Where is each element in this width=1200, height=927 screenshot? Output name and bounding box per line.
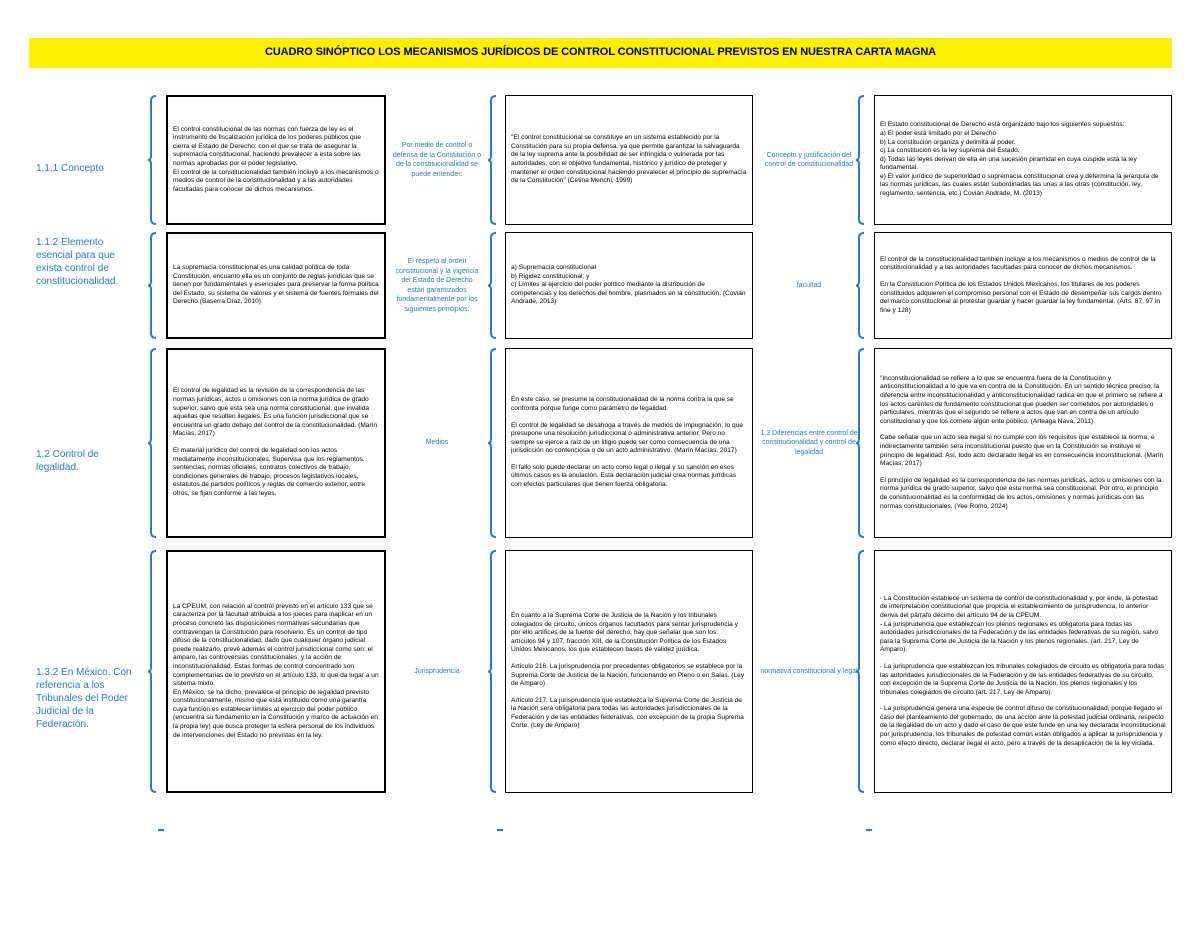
page-title: CUADRO SINÓPTICO LOS MECANISMOS JURÍDICOS DE CONTROL CONSTITUCIONAL PREVISTOS EN NUESTRA CARTA MAGNA — [264, 46, 937, 58]
left-brace — [148, 550, 158, 793]
paragraph: - La Constitución establece un sistema de control de constitucionalidad y, por ende, la potestad de interpretación constitucional que propicia el establecimiento de jurisprudencia, lo anterior deriva del párrafo décimo del artículo 94 de la CPEUM. - La jurisprudencia que establezcan los plenos regionales es obligatoria para todas las autoridades jurisdiccionales de la Federación y de las entidades federativas de su región, salvo para la Suprema Corte de Justicia de la Nación y los plenos regionales. (art. 217, Ley de Amparo). — [880, 594, 1159, 654]
left-brace — [148, 232, 158, 339]
left-text-box — [166, 550, 386, 793]
paragraph: a) Supremacía constitucional b) Rigidez constitucional; y c) Límites al ejercicio del poder político mediante la distribución de competencias y los derechos del hombre, plasmados en la constitución. (Covián Andrade, 2013) — [511, 264, 746, 306]
center-text-box — [505, 232, 753, 339]
center-brace — [488, 232, 498, 339]
paragraph: El material jurídico del control de legalidad son los actos mediatamente inconstitucionales. Supervisa que los reglamentos, sentencias, normas oficiales, contratos colectivos de trabajo, condiciones generales de trabajo, procesos legislativos locales, estatutos de partidos políticos y reglas de comercio exterior, entre otros, se fijan conforme a las leyes. — [173, 447, 366, 497]
right-connector-label: normativa constitucional y legal — [760, 667, 858, 675]
right-text-box — [874, 348, 1172, 538]
paragraph: Artículo 216. La jurisprudencia por precedentes obligatorios se establece por la Suprema Corte de Justicia de la Nación, funcionando en Pleno o en Salas. (Ley de Amparo) — [511, 662, 745, 688]
center-brace — [488, 95, 498, 225]
paragraph: Artículo 217. La jurisprudencia que establezca la Suprema Corte de Justicia de la Nación será obligatoria para todas las autoridades jurisdiccionales de la Federación y de las entidades federativas, con excepción de la propia Suprema Corte. (Ley de Amparo) — [511, 696, 744, 730]
paragraph: "Inconstitucionalidad se refiere a lo que se encuentra fuera de la Constitución y anticonstitucionalidad a lo que va en contra de la Constitución. En un sentido técnico preciso, la diferencia entre inconstitucionalidad y anticonstitucionalidad radica en que el primero se refiere a los actos carentes de fundamento constitucional que pueden ser cometidos por autoridades o particulares, mientras que el segundo se refiere a actos que van en contra de un artículo constitucional y que los comete algún ente público. (Arteaga Nava, 2011). — [880, 374, 1163, 425]
center-text-box — [505, 95, 753, 225]
right-brace — [856, 348, 866, 538]
right-text-box-content — [880, 121, 1166, 198]
paragraph: En este caso, se presume la constitucionalidad de la norma contra la que se confronta porque funge como parámetro de legalidad — [511, 396, 734, 412]
dash-mark — [158, 829, 164, 831]
right-text-box — [874, 232, 1172, 339]
right-connector-label: facultad — [796, 281, 822, 289]
row-label: 1.3.2 En México. Con referencia a los Tribunales del Poder Judicial de la Federación. — [36, 667, 132, 730]
right-text-box-content — [880, 256, 1166, 316]
dash-mark — [497, 829, 503, 831]
center-text-box — [505, 550, 753, 793]
paragraph: - La jurisprudencia que establezcan los tribunales colegiados de circuito es obligatoria para todas las autoridades jurisdiccionales de la Federación y de las entidades federativas de su circuito, con excepción de la Suprema Corte de Justicia de la Nación, los plenos regionales y los tribunales colegiados de circuito.(art. 217, Ley de Amparo). — [880, 662, 1165, 696]
paragraph: El control de la constitucionalidad también incluye a los mecanismos o medios de control de la constitucionalidad y a las autoridades facultadas para conocer de dichos mecanismos. — [880, 255, 1156, 272]
row-label: 1.1.2 Elemento esencial para que exista control de constitucionalidad. — [36, 237, 119, 287]
right-text-box-content — [880, 375, 1166, 511]
right-brace — [856, 232, 866, 339]
right-brace — [856, 550, 866, 793]
title-bar — [29, 38, 1172, 68]
connector-label: El respeto al orden constitucional y la vigencia del Estado de Derecho están garantizados fundamentalmente por los siguientes principios: — [395, 258, 479, 313]
right-connector-label: Concepto y justificación del control de constitucionalidad — [764, 151, 854, 168]
connector-label: Medios — [425, 439, 449, 446]
left-text-box — [166, 95, 386, 225]
dash-mark — [866, 829, 872, 831]
paragraph: - La jurisprudencia genera una especie de control difuso de constitucionalidad, porque llegado el caso del planteamiento del gobernado, de una acción ante la potestad judicial ordinaria, respecto de la ilegalidad de un acto y dado el caso de que este funde en una ley declarada inconstitucional por jurisprudencia, los tribunales de potestad común están obligados a aplicar la jurisprudencia y como efecto directo, declarar ilegal el acto, pero a través de la desaplicación de la ley viciada. — [880, 705, 1166, 747]
left-text-box — [166, 232, 386, 339]
row-label: 1.2 Control de legalidad. — [36, 449, 99, 473]
paragraph: En la Constitución Política de los Estados Unidos Mexicanos, los titulares de los poderes constituidos adquieren el compromiso personal con el Estado de desempeñar sus cargos dentro del marco constitucional al protestar guardar y hacer guardar la ley fundamental. (Arts. 87, 97 in fine y 128) — [880, 280, 1162, 314]
connector-label: Por medio de control o defensa de la Constitución o de la constitucionalidad se puede entender: — [392, 142, 482, 178]
paragraph: El control de legalidad se desahoga a través de medios de impugnación, lo que presupone una resolución jurisdiccional o administrativa anterior. Pero no siempre se ejerce a raíz de un litigio puede ser como consecuencia de una jurisdicción no contenciosa o de un acto administrativo. (Marín Macías, 2017) — [511, 421, 744, 455]
paragraph: El fallo solo puede declarar un acto como legal o ilegal y su sanción en esos últimos casos es la anulación. Esta declaración judicial crea normas jurídicas con efectos particulares que tienen fuerza obligatoria. — [511, 463, 737, 489]
paragraph: El principio de legalidad es la correspondencia de las normas jurídicas, actos u omisiones con la norma jurídica de grado superior, salvo que esta norma sea constitucional. Por otro, el principio de constitucionalidad es la conformidad de los actos, omisiones y normas jurídicas con las normas constitucionales. (Yee Romo, 2024) — [880, 476, 1162, 510]
connector-label: Jurisprudencia — [414, 667, 460, 675]
paragraph: La CPEUM, con relación al control previsto en el artículo 133 que se caracteriza por la facultad atribuida a los jueces para inaplicar en un proceso concreto las disposiciones normativas secundarias que contravengan la Constitución para resolverlo. Es un control de tipo difuso de la constitucionalidad, dado que cualquier órgano judicial puede realizarlo, prevé además el control jurisdiccional como son: el amparo, las controversias constitucionales, y la acción de inconstitucionalidad. Estas formas de control concentrado son complementarias de lo previsto en el artículo 133, lo que da lugar a un sistema mixto. En México, se ha dicho, prevalece el principio de legalidad previsto constitucionalmente, mismo que está instituido como una garantía cuya función es establecer límites al ejercicio del poder público (encuentra su fundamento en la Constitución y marco de actuación en la propia ley) que busca proteger la esfera personal de los individuos de intervenciones del Estado no previstas en la ley. — [173, 602, 379, 739]
center-brace — [488, 348, 498, 538]
left-text-box-content — [173, 387, 379, 498]
center-text-box-content — [511, 612, 747, 731]
paragraph: En cuanto a la Suprema Corte de Justicia de la Nación y los tribunales colegiados de circuito, únicos órganos facultados para sentar jurisprudencia y por ello artífices de la fuente del derecho, hay que señalar que son los: artículos 94 y 107, fracción XIII, de la Constitución Política de los Estados Unidos Mexicanos, los que establecen bases de validez jurídica. — [511, 611, 738, 654]
paragraph: El control constitucional de las normas con fuerza de ley es el instrumento de fiscalización jurídica de los poderes públicos que cierra el Estado de Derecho: con el que se trata de asegurar la supremacía constitucional, haciendo prevalecer a esta sobre las normas aprobadas por el poder legislativo. El control de la constitucionalidad también incluye a los mecanismos o medios de control de la constitucionalidad y a las autoridades facultadas para conocer de dichos mecanismos. — [173, 125, 379, 193]
center-text-box-content — [511, 396, 747, 489]
left-text-box-content — [173, 264, 379, 307]
center-text-box — [505, 348, 753, 538]
center-text-box-content — [511, 134, 747, 186]
right-brace — [856, 95, 866, 225]
left-brace — [148, 348, 158, 538]
right-connector-label: 1.3 Diferencias entre control de constitucionalidad y control de legalidad — [760, 429, 858, 456]
left-brace — [148, 95, 158, 225]
center-brace — [488, 550, 498, 793]
paragraph: El control de legalidad es la revisión de la correspondencia de las normas jurídicas, actos u omisiones con la norma jurídica de grado superior, salvo que esta sea una norma constitucional, que invalida aquellas que resulten ilegales. Es una función jurisdiccional que se encuentra un grado debajo del control de la constitucionalidad. (Marín Macías, 2017) — [173, 387, 378, 438]
right-text-box-content — [880, 595, 1166, 749]
paragraph: El Estado constitucional de Derecho está organizado bajo los siguientes supuestos: a) El poder está limitado por el Derecho b) La constitución organiza y delimita al poder. c) La constitución es la ley suprema del Estado. d) Todas las leyes derivan de ella en una sucesión piramidal en cuya cúspide está la ley fundamental. e) El valor jurídico de superioridad o supremacía constitucional crea y determina la jerarquía de las normas jurídicas, las cuales están subordinadas las unas a las otras (constitución, ley, reglamento, sentencia, etc.) Covián Andrade, M. (2013) — [880, 121, 1159, 198]
left-text-box — [166, 348, 386, 538]
left-text-box-content — [173, 603, 379, 741]
left-text-box-content — [173, 126, 379, 195]
paragraph: La supremacía constitucional es una calidad política de toda Constitución, encuanto ella es un conjunto de reglas jurídicas que se tienen por fundamentales y esenciales para preservar la forma política del Estado, su sistema de valores y el sistema de fuentes formales del Derecho.(Baserra Díaz, 2010) — [173, 264, 379, 306]
right-text-box — [874, 95, 1172, 225]
row-label: 1.1.1 Concepto — [36, 163, 104, 174]
paragraph: "El control constitucional se constituye en un sistema establecido por la Constitución para su propia defensa, ya que permite garantizar la salvaguarda de la ley suprema ante la posibilidad de ser infringida o vulnerada por las autoridades, con el objetivo fundamental, histórico y jurídico de proteger y mantener el orden constitucional haciendo prevalecer el principio de supremacía de la Constitución" (Cetina Menchi, 1999) — [511, 134, 747, 185]
center-text-box-content — [511, 264, 747, 307]
right-text-box — [874, 550, 1172, 793]
paragraph: Cabe señalar que un acto sea ilegal si no cumple con los requisitos que establece la norma, e indirectamente también sera inconstitucional puesto que en la Constitución se instituye el principio de legalidad. Así, todo acto declarado ilegal es en consecuencia inconstitucional. (Marín Macías, 2017) — [880, 434, 1164, 468]
